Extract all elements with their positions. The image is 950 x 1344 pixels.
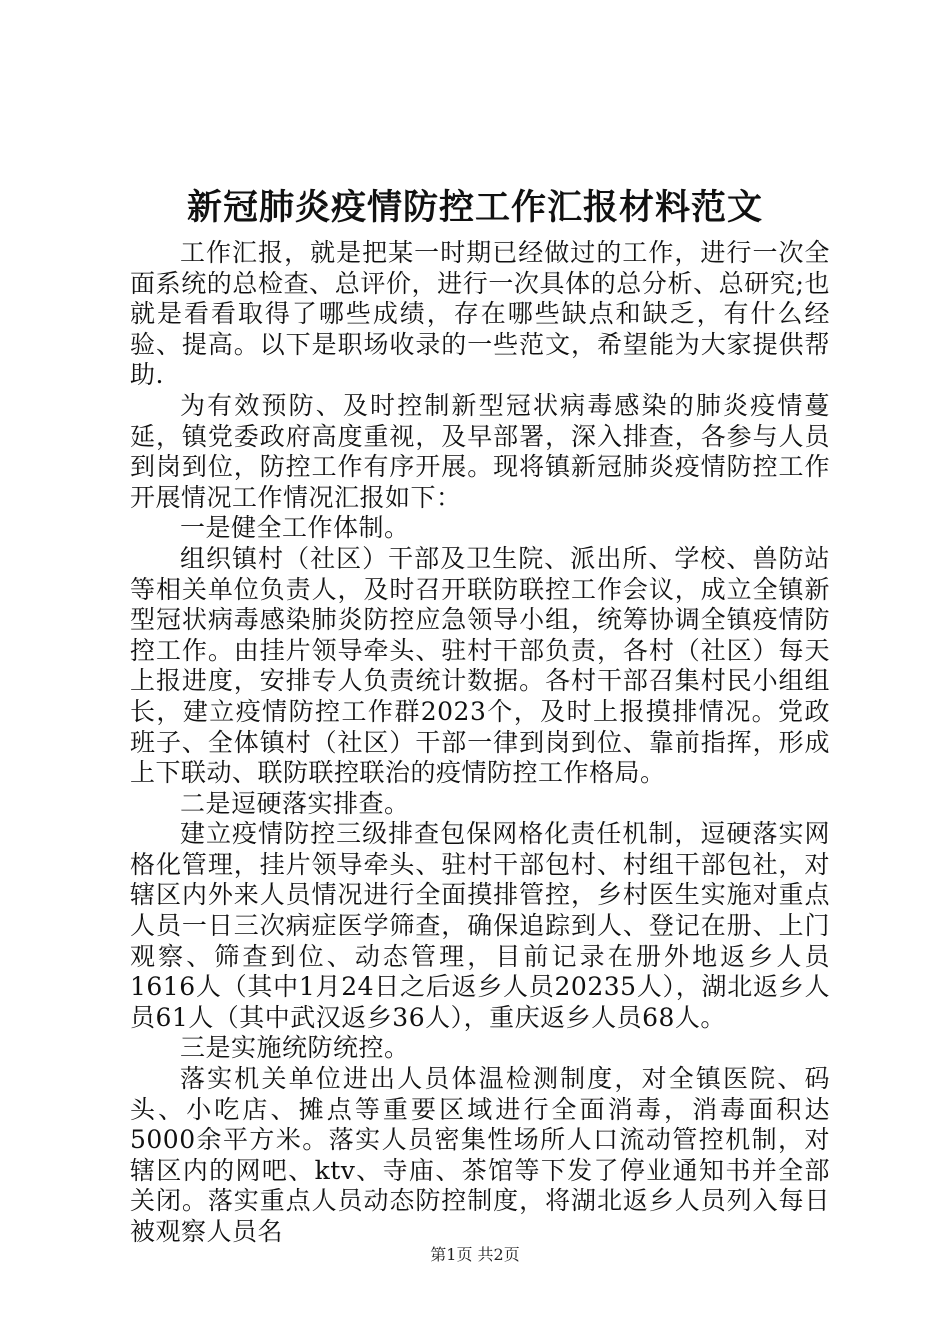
background-paragraph: 为有效预防、及时控制新型冠状病毒感染的肺炎疫情蔓延，镇党委政府高度重视，及早部署，深入排查，各参与人员到岗到位，防控工作有序开展。现将镇新冠肺炎疫情防控工作开展情况工作情况汇报如下： xyxy=(130,390,830,512)
section-heading-2: 二是逗硬落实排查。 xyxy=(180,788,410,818)
section-heading-1: 一是健全工作体制。 xyxy=(180,513,410,543)
page-number-footer: 第1页 共2页 xyxy=(430,1245,520,1264)
document-body xyxy=(130,238,830,1248)
section-body-3: 落实机关单位进出人员体温检测制度，对全镇医院、码头、小吃店、摊点等重要区域进行全面消毒，消毒面积达5000余平方米。落实人员密集性场所人口流动管控机制，对辖区内的网吧、ktv、寺庙、茶馆等下发了停业通知书并全部关闭。落实重点人员动态防控制度，将湖北返乡人员列入每日被观察人员名 xyxy=(130,1064,830,1246)
section-heading-3: 三是实施统防统控。 xyxy=(180,1033,410,1063)
section-body-1: 组织镇村（社区）干部及卫生院、派出所、学校、兽防站等相关单位负责人，及时召开联防联控工作会议，成立全镇新型冠状病毒感染肺炎防控应急领导小组，统筹协调全镇疫情防控工作。由挂片领导牵头、驻村干部负责，各村（社区）每天上报进度，安排专人负责统计数据。各村干部召集村民小组组长，建立疫情防控工作群2023个，及时上报摸排情况。党政班子、全体镇村（社区）干部一律到岗到位、靠前指挥，形成上下联动、联防联控联治的疫情防控工作格局。 xyxy=(130,543,830,788)
intro-paragraph: 工作汇报，就是把某一时期已经做过的工作，进行一次全面系统的总检查、总评价，进行一次具体的总分析、总研究;也就是看看取得了哪些成绩，存在哪些缺点和缺乏，有什么经验、提高。以下是职场收录的一些范文，希望能为大家提供帮助. xyxy=(130,238,830,390)
document-title: 新冠肺炎疫情防控工作汇报材料范文 xyxy=(186,187,763,228)
section-body-2: 建立疫情防控三级排查包保网格化责任机制，逗硬落实网格化管理，挂片领导牵头、驻村干部包村、村组干部包社，对辖区内外来人员情况进行全面摸排管控，乡村医生实施对重点人员一日三次病症医学筛查，确保追踪到人、登记在册、上门观察、筛查到位、动态管理，目前记录在册外地返乡人员1616人（其中1月24日之后返乡人员20235人），湖北返乡人员61人（其中武汉返乡36人），重庆返乡人员68人。 xyxy=(130,819,830,1032)
